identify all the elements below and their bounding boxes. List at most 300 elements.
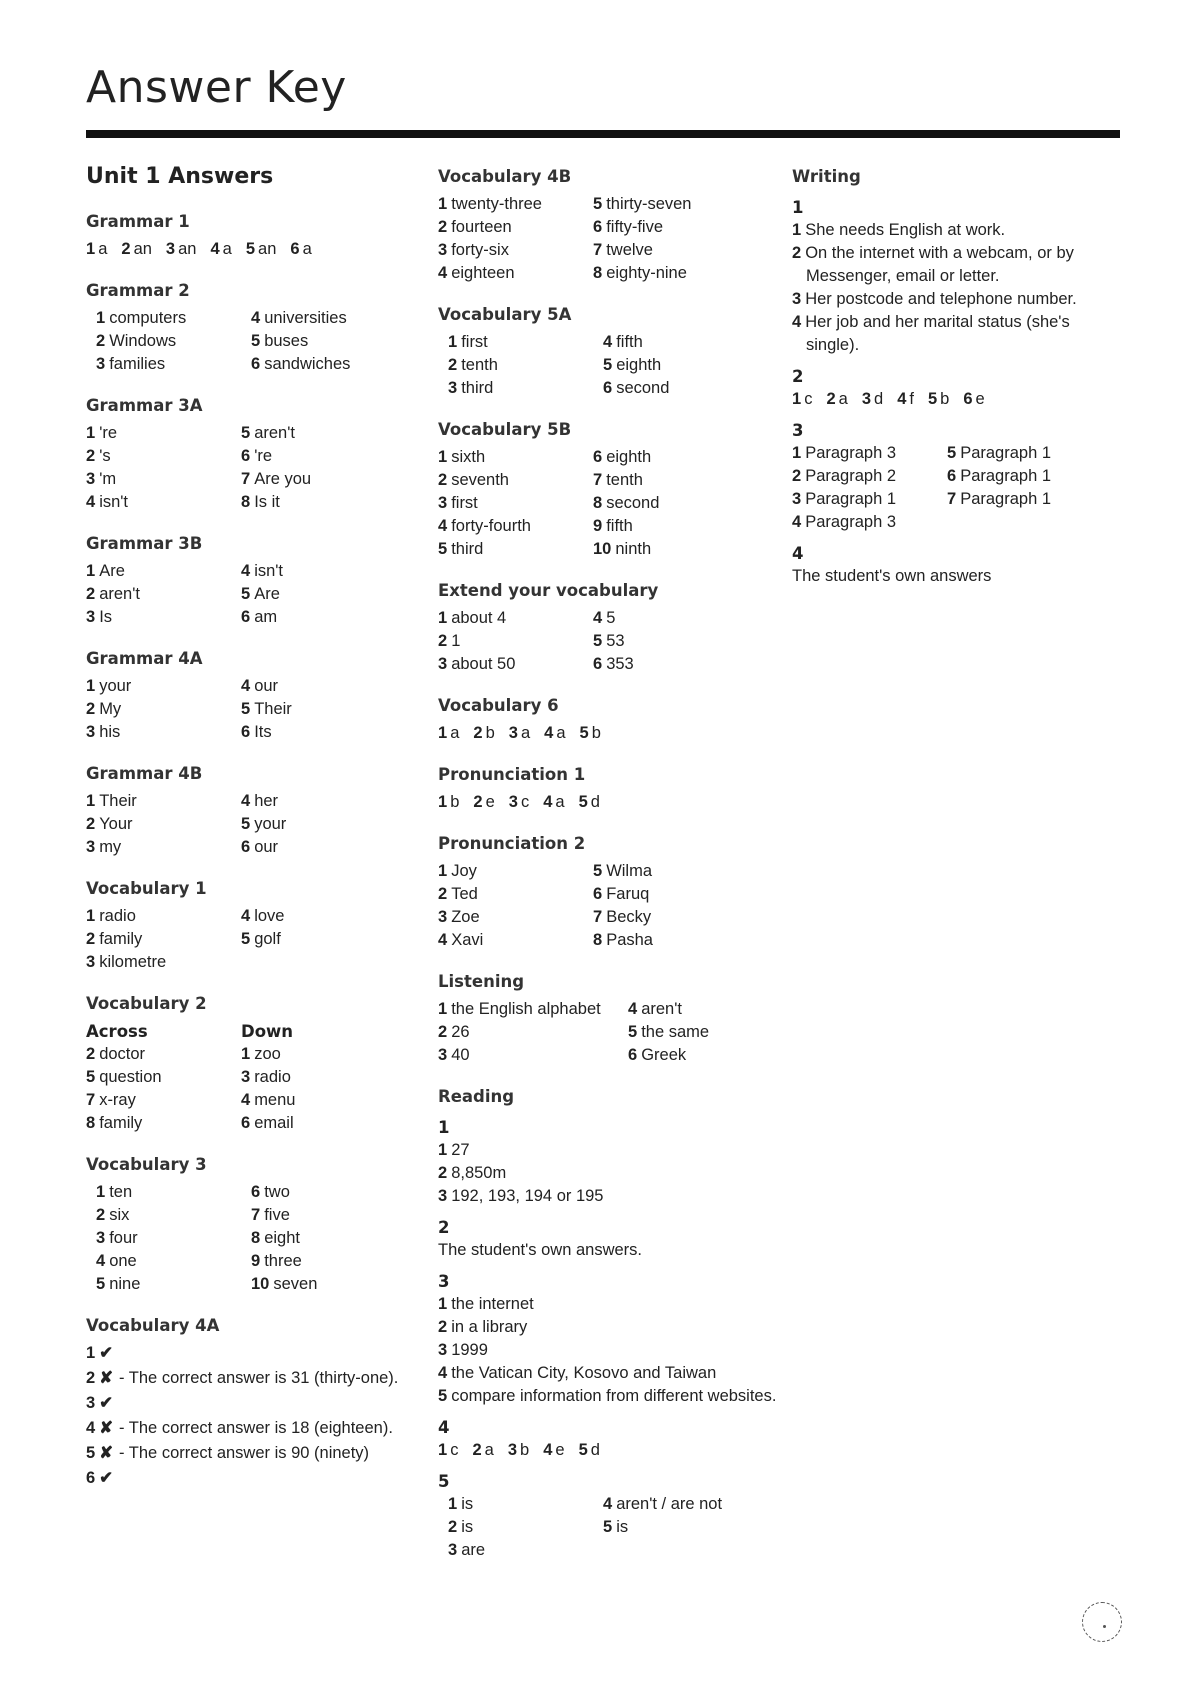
item-number: 5: [241, 700, 251, 718]
section-heading: Reading: [438, 1087, 515, 1106]
item-number: 4: [241, 677, 251, 695]
item-answer: her: [254, 792, 279, 810]
answer-item: [241, 951, 426, 974]
answer-grid: [438, 446, 778, 561]
item-answer: the English alphabet: [451, 1000, 601, 1018]
answer-item: [593, 883, 778, 906]
item-answer: 's: [99, 447, 111, 465]
answer-item: [862, 390, 883, 408]
item-number: 8: [241, 493, 251, 511]
answer-line: [792, 242, 1122, 288]
item-answer: She needs English at work.: [805, 221, 1006, 239]
answer-grid: [86, 560, 426, 629]
item-number: 3: [508, 793, 518, 811]
item-answer: Their: [254, 700, 292, 718]
item-number: 2: [86, 815, 96, 833]
answer-item: [947, 465, 1122, 488]
item-number: 6: [241, 447, 251, 465]
item-answer: second: [616, 379, 670, 397]
answer-item: [448, 331, 603, 354]
item-answer: eight: [264, 1229, 300, 1247]
answer-item: [448, 1539, 603, 1562]
part-label: 2: [438, 1218, 450, 1237]
item-number: 5: [603, 356, 613, 374]
item-answer: kilometre: [99, 953, 167, 971]
item-number: 4: [241, 562, 251, 580]
part-label: 1: [438, 1118, 450, 1137]
item-answer: e: [555, 1441, 565, 1459]
item-number: 1: [86, 240, 96, 258]
section-heading: Vocabulary 1: [86, 879, 207, 898]
item-answer: a: [555, 793, 565, 811]
item-number: 3: [861, 390, 871, 408]
item-number: 2: [121, 240, 131, 258]
answer-item: [86, 240, 107, 258]
item-number: 1: [86, 907, 96, 925]
section-pronunciation-1: [438, 763, 778, 814]
item-number: 8: [593, 931, 603, 949]
answer-item: [543, 793, 564, 811]
item-answer: ten: [109, 1183, 133, 1201]
item-answer: question: [99, 1068, 162, 1086]
item-answer: five: [264, 1206, 290, 1224]
item-answer: Ted: [451, 885, 478, 903]
answer-item: [826, 390, 847, 408]
item-answer: On the internet with a webcam, or by Messenger, email or letter.: [805, 244, 1074, 285]
item-number: 2: [438, 1318, 448, 1336]
item-answer: b: [450, 793, 460, 811]
item-number: 1: [438, 862, 448, 880]
answer-item: [290, 240, 311, 258]
item-answer: Paragraph 3: [805, 444, 897, 462]
section-listening: [438, 970, 778, 1067]
answer-item: [251, 1273, 426, 1296]
item-number: 3: [438, 655, 448, 673]
item-number: 6: [947, 467, 957, 485]
item-number: 6: [593, 218, 603, 236]
item-number: 2: [473, 793, 483, 811]
item-number: 6: [241, 723, 251, 741]
item-number: 4: [603, 333, 613, 351]
item-number: 5: [593, 862, 603, 880]
section-heading: Grammar 3B: [86, 534, 203, 553]
answer-item: [86, 491, 241, 514]
item-number: 2: [448, 1518, 458, 1536]
item-answer: a: [556, 724, 566, 742]
item-answer: the same: [641, 1023, 710, 1041]
item-answer: first: [461, 333, 488, 351]
item-number: 1: [438, 1295, 448, 1313]
answer-grid: [86, 422, 426, 514]
section-vocabulary-5b: [438, 418, 778, 561]
answer-item: [86, 422, 241, 445]
page-title: Answer Key: [86, 62, 347, 113]
answer-item: [580, 724, 601, 742]
column-1: [86, 165, 426, 1508]
part-label: 2: [792, 367, 804, 386]
title-rule: [86, 130, 1120, 138]
item-answer: golf: [254, 930, 281, 948]
item-answer: b: [940, 390, 950, 408]
item-answer: sixth: [451, 448, 486, 466]
item-answer: an: [133, 240, 152, 258]
answer-item: [86, 721, 241, 744]
item-answer: email: [254, 1114, 294, 1132]
item-answer: Your: [99, 815, 133, 833]
item-number: 5: [927, 390, 938, 408]
item-number: 2: [438, 1164, 448, 1182]
item-answer: c: [450, 1441, 459, 1459]
item-number: 4: [86, 493, 96, 511]
part-label: 4: [792, 544, 804, 563]
item-number: 3: [438, 241, 448, 259]
answer-line: [438, 1339, 778, 1362]
section-heading: Grammar 3A: [86, 396, 203, 415]
answer-item: [251, 330, 426, 353]
item-answer: is: [461, 1518, 474, 1536]
item-number: 3: [438, 1187, 448, 1205]
answer-item: [947, 442, 1122, 465]
item-answer: 're: [99, 424, 118, 442]
item-number: 2: [792, 244, 802, 262]
answer-item: [241, 675, 426, 698]
item-answer: about 50: [451, 655, 516, 673]
item-answer: 're: [254, 447, 273, 465]
item-number: 4: [792, 513, 802, 531]
answer-item: [509, 724, 530, 742]
answer-item: [603, 1493, 778, 1516]
answer-item: [251, 1227, 426, 1250]
item-number: 2: [792, 467, 802, 485]
item-number: 1: [438, 793, 448, 811]
answer-item: [210, 240, 231, 258]
answer-item: [928, 390, 949, 408]
item-answer: eighteen: [451, 264, 515, 282]
answer-grid: [86, 307, 426, 376]
item-number: 1: [86, 1344, 96, 1362]
item-answer: aren't: [641, 1000, 682, 1018]
section-heading: Extend your vocabulary: [438, 581, 659, 600]
answer-item: [86, 928, 241, 951]
answer-item: [593, 262, 778, 285]
item-answer: six: [109, 1206, 130, 1224]
answer-item: [438, 538, 593, 561]
item-number: 2: [473, 724, 483, 742]
inline-answers: [438, 791, 778, 814]
answer-item: [241, 560, 426, 583]
section-heading: Vocabulary 5A: [438, 305, 572, 324]
answer-item: [86, 468, 241, 491]
answer-item: [947, 511, 1122, 534]
answer-grid: [438, 1493, 778, 1562]
item-answer: d: [590, 1441, 600, 1459]
item-number: 5: [947, 444, 957, 462]
item-answer: third: [451, 540, 484, 558]
answer-item: [438, 446, 593, 469]
item-answer: third: [461, 379, 494, 397]
item-number: 1: [86, 792, 96, 810]
item-answer: compare information from different websites.: [451, 1387, 777, 1405]
answer-item: [241, 813, 426, 836]
item-answer: seventh: [451, 471, 509, 489]
answer-item: [241, 491, 426, 514]
item-number: 2: [86, 447, 96, 465]
item-answer: a: [450, 724, 460, 742]
item-number: 1: [792, 221, 802, 239]
item-answer: family: [99, 930, 143, 948]
answer-item: [593, 929, 778, 952]
across-label: Across: [86, 1022, 148, 1041]
item-answer: Its: [254, 723, 272, 741]
tick-icon: ✔: [99, 1344, 114, 1362]
section-heading: Vocabulary 5B: [438, 420, 572, 439]
inline-answers: [792, 388, 1122, 411]
answer-item: [473, 724, 494, 742]
item-number: 4: [543, 1441, 553, 1459]
section-grammar-3b: [86, 532, 426, 629]
answer-item: [438, 239, 593, 262]
item-number: 3: [507, 1441, 517, 1459]
answer-grid: [438, 860, 778, 952]
item-answer: 1: [451, 632, 461, 650]
section-heading: Grammar 4A: [86, 649, 203, 668]
answer-line: [86, 1392, 426, 1415]
item-answer: Joy: [451, 862, 477, 880]
item-number: 2: [826, 390, 836, 408]
item-answer: e: [485, 793, 495, 811]
inline-answers: [438, 722, 778, 745]
item-answer: Faruq: [606, 885, 650, 903]
answer-item: [438, 906, 593, 929]
item-answer: f: [909, 390, 914, 408]
answer-item: [543, 1441, 564, 1459]
answer-grid: [792, 442, 1122, 534]
item-number: 5: [86, 1068, 96, 1086]
item-answer: are: [461, 1541, 486, 1559]
numbered-lines: [438, 1139, 778, 1208]
item-answer: Her job and her marital status (she's single).: [805, 313, 1070, 354]
item-number: 3: [86, 608, 96, 626]
item-answer: is: [461, 1495, 474, 1513]
section-grammar-4a: [86, 647, 426, 744]
item-answer: Paragraph 1: [960, 444, 1052, 462]
item-number: 2: [438, 1023, 448, 1041]
item-number: 3: [86, 470, 96, 488]
answer-item: [438, 724, 459, 742]
item-number: 2: [96, 1206, 106, 1224]
answer-item: [86, 790, 241, 813]
answer-item: [241, 790, 426, 813]
item-answer: second: [606, 494, 660, 512]
answer-item: [251, 353, 426, 376]
item-answer: Are: [99, 562, 125, 580]
item-number: 2: [86, 700, 96, 718]
answer-item: [438, 883, 593, 906]
answer-item: [241, 905, 426, 928]
item-answer: Paragraph 1: [960, 467, 1052, 485]
answer-item: [438, 262, 593, 285]
section-heading: Pronunciation 2: [438, 834, 586, 853]
answer-item: [593, 193, 778, 216]
answer-item: [593, 239, 778, 262]
item-answer: Are: [254, 585, 280, 603]
answer-line: [438, 1185, 778, 1208]
answer-grid: [438, 331, 778, 400]
item-number: 7: [593, 241, 603, 259]
answer-line: [438, 1293, 778, 1316]
item-answer: families: [109, 355, 166, 373]
answer-item: [603, 331, 778, 354]
item-number: 3: [241, 1068, 251, 1086]
item-answer: your: [99, 677, 132, 695]
answer-item: [438, 998, 628, 1021]
answer-item: [593, 492, 778, 515]
item-number: 5: [628, 1023, 638, 1041]
answer-item: [963, 390, 984, 408]
answer-item: [593, 538, 778, 561]
item-number: 3: [438, 1341, 448, 1359]
item-number: 1: [96, 1183, 106, 1201]
answer-item: [241, 928, 426, 951]
item-answer: universities: [264, 309, 347, 327]
item-answer: x-ray: [99, 1091, 136, 1109]
item-number: 4: [438, 517, 448, 535]
item-number: 2: [438, 632, 448, 650]
answer-item: [246, 240, 277, 258]
answer-grid: [86, 675, 426, 744]
answer-item: [96, 1250, 251, 1273]
answer-item: [792, 442, 947, 465]
item-number: 5: [593, 632, 603, 650]
plain-text: The student's own answers: [792, 567, 992, 585]
item-answer: d: [874, 390, 884, 408]
answer-item: [509, 793, 529, 811]
item-number: 4: [544, 724, 554, 742]
answer-item: [86, 560, 241, 583]
answer-item: [251, 307, 426, 330]
answer-item: [593, 630, 778, 653]
item-number: 3: [438, 1046, 448, 1064]
item-answer: in a library: [451, 1318, 528, 1336]
answer-grid: [86, 905, 426, 974]
answer-item: [438, 216, 593, 239]
section-heading: Grammar 1: [86, 212, 190, 231]
item-number: 1: [438, 724, 448, 742]
item-answer: 8,850m: [451, 1164, 507, 1182]
answer-item: [166, 240, 197, 258]
answer-item: [593, 906, 778, 929]
section-vocabulary-1: [86, 877, 426, 974]
answer-item: [448, 377, 603, 400]
item-number: 6: [603, 379, 613, 397]
item-answer: our: [254, 677, 279, 695]
section-heading: Grammar 2: [86, 281, 190, 300]
item-answer: Paragraph 3: [805, 513, 897, 531]
item-answer: Their: [99, 792, 137, 810]
tick-icon: ✔: [99, 1469, 114, 1487]
item-answer: Are you: [254, 470, 312, 488]
item-number: 2: [438, 471, 448, 489]
item-number: 5: [438, 1387, 448, 1405]
item-number: 2: [86, 1045, 96, 1063]
item-number: 4: [241, 792, 251, 810]
item-number: 1: [438, 1441, 448, 1459]
answer-grid: [438, 193, 778, 285]
answer-line: [86, 1417, 426, 1440]
item-number: 4: [438, 264, 448, 282]
item-answer: - The correct answer is 31 (thirty-one).: [119, 1369, 399, 1387]
answer-item: [438, 929, 593, 952]
part-label: 5: [438, 1472, 450, 1491]
item-number: 2: [472, 1441, 482, 1459]
item-answer: eighty-nine: [606, 264, 687, 282]
item-number: 5: [251, 332, 261, 350]
answer-item: [241, 836, 426, 859]
item-number: 3: [448, 1541, 458, 1559]
answer-line: [86, 1442, 426, 1465]
item-answer: tenth: [606, 471, 643, 489]
item-answer: eighth: [606, 448, 652, 466]
tick-icon: ✔: [99, 1394, 114, 1412]
answer-item: [86, 606, 241, 629]
item-number: 6: [241, 1114, 251, 1132]
section-vocabulary-6: [438, 694, 778, 745]
section-heading: Listening: [438, 972, 525, 991]
section-vocabulary-5a: [438, 303, 778, 400]
item-number: 4: [603, 1495, 613, 1513]
item-answer: Pasha: [606, 931, 653, 949]
item-answer: - The correct answer is 90 (ninety): [119, 1444, 370, 1462]
item-number: 1: [86, 562, 96, 580]
section-heading: Grammar 4B: [86, 764, 203, 783]
answer-item: [508, 1441, 529, 1459]
item-answer: 27: [451, 1141, 470, 1159]
item-answer: radio: [99, 907, 136, 925]
answer-item: [438, 469, 593, 492]
item-number: 4: [438, 1364, 448, 1382]
item-number: 5: [245, 240, 256, 258]
item-number: 10: [593, 540, 612, 558]
item-number: 1: [438, 448, 448, 466]
item-answer: the internet: [451, 1295, 534, 1313]
item-answer: your: [254, 815, 287, 833]
item-number: 1: [448, 1495, 458, 1513]
item-answer: b: [520, 1441, 530, 1459]
item-number: 5: [241, 815, 251, 833]
answer-item: [792, 511, 947, 534]
item-answer: computers: [109, 309, 187, 327]
answer-item: [86, 905, 241, 928]
numbered-lines: [438, 1293, 778, 1408]
answer-item: [438, 630, 593, 653]
item-number: 8: [593, 494, 603, 512]
item-answer: tenth: [461, 356, 498, 374]
answer-item: [241, 698, 426, 721]
item-number: 6: [241, 838, 251, 856]
item-answer: twelve: [606, 241, 653, 259]
item-number: 6: [963, 390, 973, 408]
answer-item: [86, 1089, 241, 1112]
answer-item: [241, 1089, 426, 1112]
item-number: 3: [86, 953, 96, 971]
cross-icon: ✘: [99, 1369, 114, 1387]
answer-item: [86, 445, 241, 468]
item-number: 5: [96, 1275, 106, 1293]
item-number: 8: [593, 264, 603, 282]
item-number: 2: [438, 885, 448, 903]
item-answer: fifth: [606, 517, 633, 535]
item-number: 1: [792, 390, 802, 408]
